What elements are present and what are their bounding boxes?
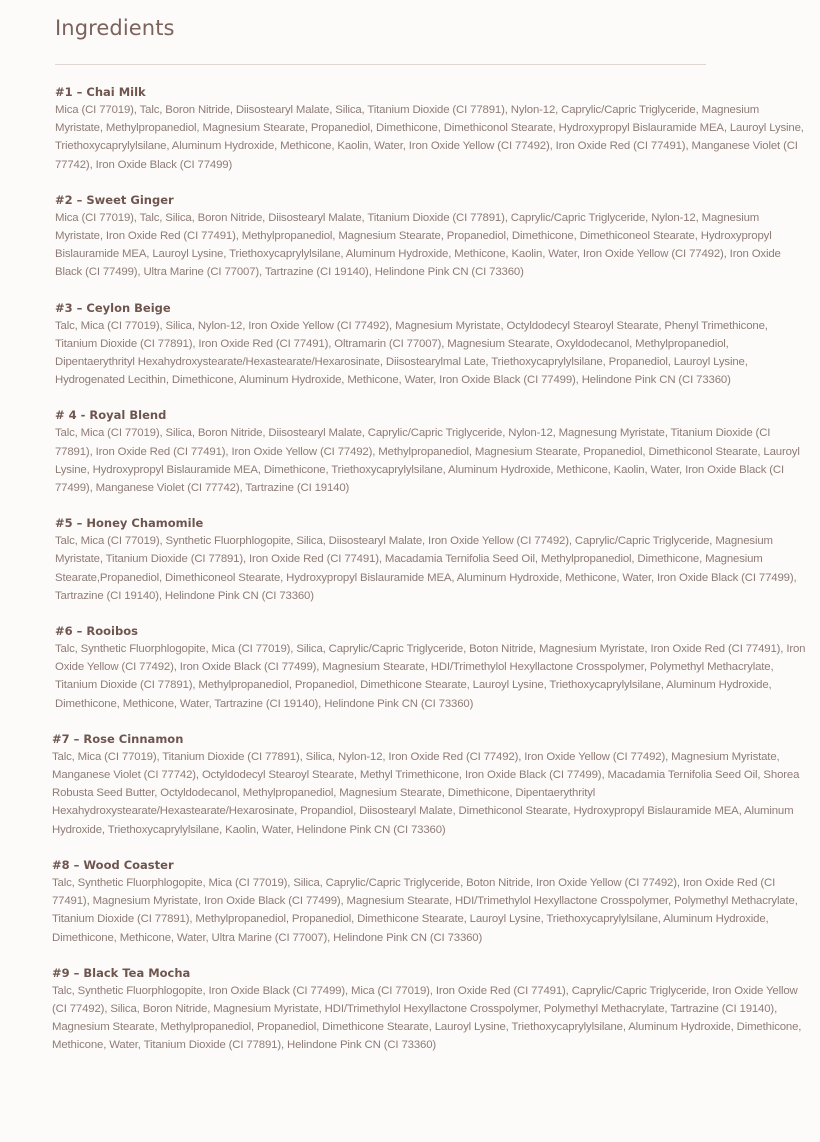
product-ingredients: Talc, Synthetic Fluorphlogopite, Iron Oxide Black (CI 77499), Mica (CI 77019), Iron Oxide Red (CI 77491), Caprylic/Capric Triglyceride, Iron Oxide Yellow (CI 77492), Silica, Boron Nitride, Magnesium Myristate, HDI/Trimethylol Hexyllactone Crosspolymer, Polymethyl Methacrylate, Tartrazine (CI 19140), Magnesium Stearate, Methylpropanediol, Propanediol, Dimethicone Stearate, Lauroyl Lysine, Triethoxycaprylylsilane, Aluminum Hydroxide, Dimethicone, Methicone, Water, Titanium Dioxide (CI 77891), Helindone Pink CN (CI 73360): [52, 984, 802, 1052]
product-list: [52, 84, 820, 1055]
product-ingredients: Mica (CI 77019), Talc, Silica, Boron Nitride, Diisostearyl Malate, Titanium Dioxide (CI 77891), Caprylic/Capric Triglyceride, Nylon-12, Magnesium Myristate, Iron Oxide Red (CI 77491), Methylpropanediol, Magnesium Stearate, Propanediol, Dimethicone, Dimethiconeol Stearate, Hydroxypropyl Bislauramide MEA, Lauroyl Lysine, Triethoxycaprylylsilane, Aluminum Hydroxide, Methicone, Kaolin, Water, Iron Oxide Yellow (CI 77492), Iron Oxide Black (CI 77499), Ultra Marine (CI 77007), Tartrazine (CI 19140), Helindone Pink CN (CI 73360): [55, 211, 781, 279]
page-title: Ingredients: [55, 16, 175, 40]
product-name: #6 – Rooibos: [55, 624, 138, 639]
product-ingredients: Talc, Mica (CI 77019), Synthetic Fluorphlogopite, Silica, Diisostearyl Malate, Iron Oxide Yellow (CI 77492), Caprylic/Capric Triglyceride, Magnesium Myristate, Titanium Dioxide (CI 77891), Iron Oxide Red (CI 77491), Macadamia Ternifolia Seed Oil, Methylpropanediol, Dimethicone, Magnesium Stearate,Propanediol, Dimethiconeol Stearate, Hydroxypropyl Bislauramide MEA, Aluminum Hydroxide, Methicone, Water, Iron Oxide Black (CI 77499), Tartrazine (CI 19140), Helindone Pink CN (CI 73360): [55, 535, 797, 602]
product-item: [55, 407, 820, 497]
product-item: [55, 84, 820, 174]
product-ingredients: Mica (CI 77019), Talc, Boron Nitride, Diisostearyl Malate, Silica, Titanium Dioxide (CI 77891), Nylon-12, Caprylic/Capric Triglyceride, Magnesium Myristate, Methylpropanediol, Magnesium Stearate, Propanediol, Dimethicone, Dimethiconol Stearate, Hydroxypropyl Bislauramide MEA, Lauroyl Lysine, Triethoxycaprylylsilane, Aluminum Hydroxide, Methicone, Kaolin, Water, Iron Oxide Yellow (CI 77492), Iron Oxide Red (CI 77491), Manganese Violet (CI 77742), Iron Oxide Black (CI 77499): [55, 104, 804, 171]
product-name: #3 – Ceylon Beige: [55, 300, 171, 315]
product-name: #7 – Rose Cinnamon: [52, 731, 184, 746]
product-name: #2 – Sweet Ginger: [55, 192, 174, 207]
product-item: [55, 192, 820, 282]
product-ingredients: Talc, Mica (CI 77019), Silica, Nylon-12, Iron Oxide Yellow (CI 77492), Magnesium Myristate, Octyldodecyl Stearoyl Stearate, Phenyl Trimethicone, Titanium Dioxide (CI 77891), Iron Oxide Red (CI 77491), Oltramarin (CI 77007), Magnesium Stearate, Oxyldodecanol, Methylpropanediol, Dipentaerythrityl Hexahydroxystearate/Hexastearate/Hexarosinate, Diisostearylmal Late, Triethoxycaprylylsilane, Propanediol, Lauroyl Lysine, Hydrogenated Lecithin, Dimethicone, Aluminum Hydroxide, Methicone, Water, Iron Oxide Black (CI 77499), Helindone Pink CN (CI 73360): [55, 319, 768, 387]
product-item: [55, 515, 820, 605]
product-name: #8 – Wood Coaster: [52, 857, 174, 872]
product-name: #1 – Chai Milk: [55, 85, 146, 99]
product-item: [55, 300, 820, 390]
product-ingredients: Talc, Mica (CI 77019), Silica, Boron Nitride, Diisostearyl Malate, Caprylic/Capric Triglyceride, Nylon-12, Magnesung Myristate, Titanium Dioxide (CI 77891), Iron Oxide Red (CI 77491), Iron Oxide Yellow (CI 77492), Methylpropanediol, Magnesium Stearate, Propanediol, Dimethiconol Stearate, Lauroyl Lysine, Hydroxypropyl Bislauramide MEA, Dimethicone, Triethoxycaprylylsilane, Aluminum Hydroxide, Methicone, Kaolin, Water, Iron Oxide Black (CI 77499), Manganese Violet (CI 77742), Tartrazine (CI 19140): [55, 427, 800, 495]
product-name: #5 – Honey Chamomile: [55, 516, 204, 531]
product-item: [52, 857, 820, 947]
title-divider: [55, 64, 706, 65]
product-item: [55, 623, 820, 713]
product-ingredients: Talc, Mica (CI 77019), Titanium Dioxide (CI 77891), Silica, Nylon-12, Iron Oxide Red (CI 77492), Iron Oxide Yellow (CI 77492), Magnesium Myristate, Manganese Violet (CI 77742), Octyldodecyl Stearoyl Stearate, Methyl Trimethicone, Iron Oxide Black (CI 77499), Macadamia Ternifolia Seed Oil, Shorea Robusta Seed Butter, Octyldodecanol, Methylpropanediol, Magnesium Stearate, Dimethicone, Dipentaerythrityl Hexahydroxystearate/Hexastearate/Hexarosinate, Propandiol, Diisostearyl Malate, Dimethiconol Stearate, Hydroxypropyl Bislauramide MEA, Aluminum Hydroxide, Triethoxycaprylylsilane, Kaolin, Water, Helindone Pink CN (CI 73360): [52, 750, 800, 836]
product-item: [52, 731, 820, 839]
product-name: #9 – Black Tea Mocha: [52, 965, 191, 980]
product-ingredients: Talc, Synthetic Fluorphlogopite, Mica (CI 77019), Silica, Caprylic/Capric Triglyceride, Boton Nitride, Iron Oxide Yellow (CI 77492), Iron Oxide Red (CI 77491), Magnesium Myristate, Iron Oxide Black (CI 77499), Magnesium Stearate, HDI/Trimethylol Hexyllactone Crosspolymer, Polymethyl Methacrylate, Titanium Dioxide (CI 77891), Methylpropanediol, Propanediol, Dimethicone Stearate, Lauroyl Lysine, Triethoxycaprylylsilane, Aluminum Hydroxide, Dimethicone, Methicone, Water, Ultra Marine (CI 77007), Helindone Pink CN (CI 73360): [52, 876, 798, 944]
product-item: [52, 965, 820, 1055]
product-name: # 4 - Royal Blend: [55, 408, 167, 423]
product-ingredients: Talc, Synthetic Fluorphlogopite, Mica (CI 77019), Silica, Caprylic/Capric Triglyceride, Boton Nitride, Magnesium Myristate, Iron Oxide Red (CI 77491), Iron Oxide Yellow (CI 77492), Iron Oxide Black (CI 77499), Magnesium Stearate, HDI/Trimethylol Hexyllactone Crosspolymer, Polymethyl Methacrylate, Titanium Dioxide (CI 77891), Methylpropanediol, Propanediol, Dimethicone Stearate, Lauroyl Lysine, Triethoxycaprylylsilane, Aluminum Hydroxide, Dimethicone, Methicone, Water, Tartrazine (CI 19140), Helindone Pink CN (CI 73360): [55, 643, 806, 710]
